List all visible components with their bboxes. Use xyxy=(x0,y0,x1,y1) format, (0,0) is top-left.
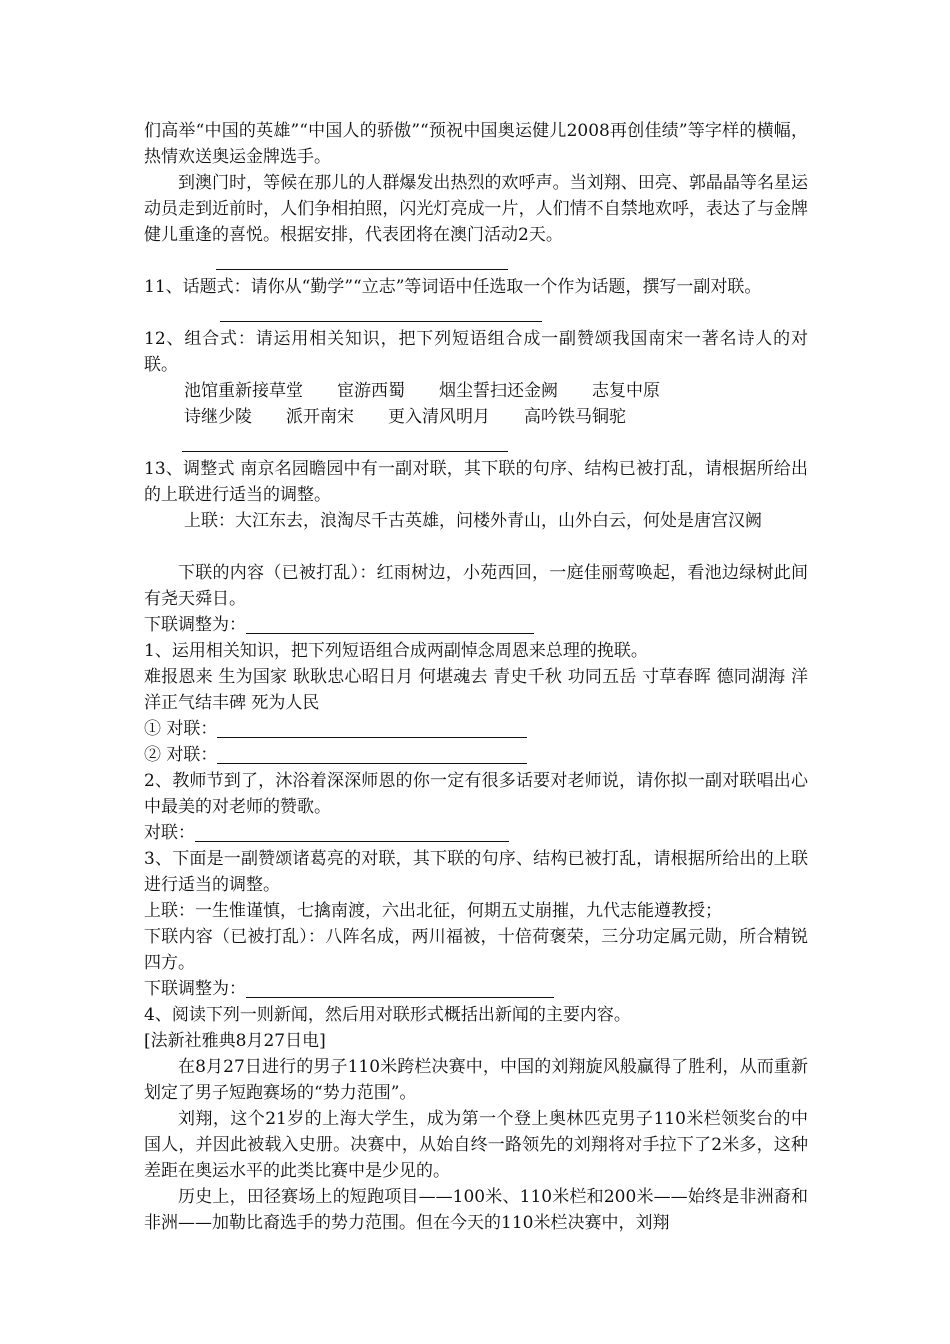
news-paragraph-3: 历史上，田径赛场上的短跑项目——100米、110米栏和200米——始终是非洲裔和非洲——加勒比裔选手的势力范围。但在今天的110米栏决赛中，刘翔 xyxy=(144,1187,808,1233)
spacer xyxy=(144,534,808,560)
question-12: 12、组合式：请运用相关知识，把下列短语组合成一副赞颂我国南宋一著名诗人的对联。 xyxy=(144,329,808,375)
answer-line-11 xyxy=(144,300,808,326)
document-page xyxy=(144,118,808,1236)
exercise-2: 2、教师节到了，沐浴着深深师恩的你一定有很多话要对老师说，请你拟一副对联唱出心中最美的对老师的赞歌。 xyxy=(144,771,808,817)
answer-line-12 xyxy=(144,430,808,456)
question-12-phrases-row2: 诗继少陵 派开南宋 更入清风明月 高吟铁马铜驼 xyxy=(184,407,626,427)
exercise-3-lower-scrambled: 下联内容（已被打乱）：八阵名成，两川福被，十倍荷褒荣，三分功定属元勋，所合精锐四方。 xyxy=(144,927,808,973)
exercise-3-adjust-line: 下联调整为： xyxy=(144,976,808,1002)
paragraph-macau: 到澳门时，等候在那儿的人群爆发出热烈的欢呼声。当刘翔、田亮、郭晶晶等名星运动员走到近前时，人们争相拍照，闪光灯亮成一片，人们情不自禁地欢呼，表达了与金牌健儿重逢的喜悦。根据安排，代表团将在澳门活动2天。 xyxy=(144,173,808,245)
exercise-4: 4、阅读下列一则新闻，然后用对联形式概括出新闻的主要内容。 xyxy=(144,1005,631,1025)
answer-line-1a xyxy=(217,719,527,738)
news-paragraph-1: 在8月27日进行的男子110米跨栏决赛中，中国的刘翔旋风般赢得了胜利，从而重新划定了男子短跑赛场的“势力范围”。 xyxy=(144,1057,808,1103)
question-13-lower-scrambled: 下联的内容（已被打乱）：红雨树边，小苑西回，一庭佳丽莺唤起，看池边绿树此间有尧天舜日。 xyxy=(144,563,808,609)
exercise-3: 3、下面是一副赞颂诸葛亮的对联，其下联的句序、结构已被打乱，请根据所给出的上联进行适当的调整。 xyxy=(144,849,808,895)
exercise-1: 1、运用相关知识，把下列短语组合成两副悼念周恩来总理的挽联。 xyxy=(144,641,648,661)
question-13-adjust-line: 下联调整为： xyxy=(144,612,808,638)
paragraph-banner: 们高举“中国的英雄”“中国人的骄傲”“预祝中国奥运健儿2008再创佳绩”等字样的横幅，热情欢送奥运金牌选手。 xyxy=(144,121,808,167)
question-13: 13、调整式 南京名园瞻园中有一副对联，其下联的句序、结构已被打乱，请根据所给出的上联进行适当的调整。 xyxy=(144,459,808,505)
exercise-2-answer: 对联： xyxy=(144,820,808,846)
answer-line-13 xyxy=(246,615,534,634)
question-12-phrases-row1: 池馆重新接草堂 宦游西蜀 烟尘誓扫还金阙 志复中原 xyxy=(184,381,660,401)
answer-line-1b xyxy=(217,745,527,764)
news-source: [法新社雅典8月27日电] xyxy=(144,1031,326,1051)
question-13-upper-couplet: 上联：大江东去，浪淘尽千古英雄，问楼外青山，山外白云，何处是唐宫汉阙 xyxy=(184,511,762,531)
exercise-1-answer-a: ① 对联： xyxy=(144,716,808,742)
answer-line-2 xyxy=(195,823,509,842)
exercise-3-upper: 上联：一生惟谨慎，七擒南渡，六出北征，何期五丈崩摧，九代志能遵教授； xyxy=(144,901,722,921)
news-paragraph-2: 刘翔，这个21岁的上海大学生，成为第一个登上奥林匹克男子110米栏领奖台的中国人，并因此被载入史册。决赛中，从始自终一路领先的刘翔将对手拉下了2米多，这种差距在奥运水平的此类比赛中是少见的。 xyxy=(144,1109,808,1181)
question-11: 11、话题式：请你从“勤学”“立志”等词语中任选取一个作为话题，撰写一副对联。 xyxy=(144,277,762,297)
answer-line-3 xyxy=(246,979,554,998)
exercise-1-phrases: 难报恩来 生为国家 耿耿忠心昭日月 何堪魂去 青史千秋 功同五岳 寸草春晖 德同湖海 洋洋正气结丰碑 死为人民 xyxy=(144,667,808,713)
exercise-1-answer-b: ② 对联： xyxy=(144,742,808,768)
answer-line-p xyxy=(144,248,808,274)
